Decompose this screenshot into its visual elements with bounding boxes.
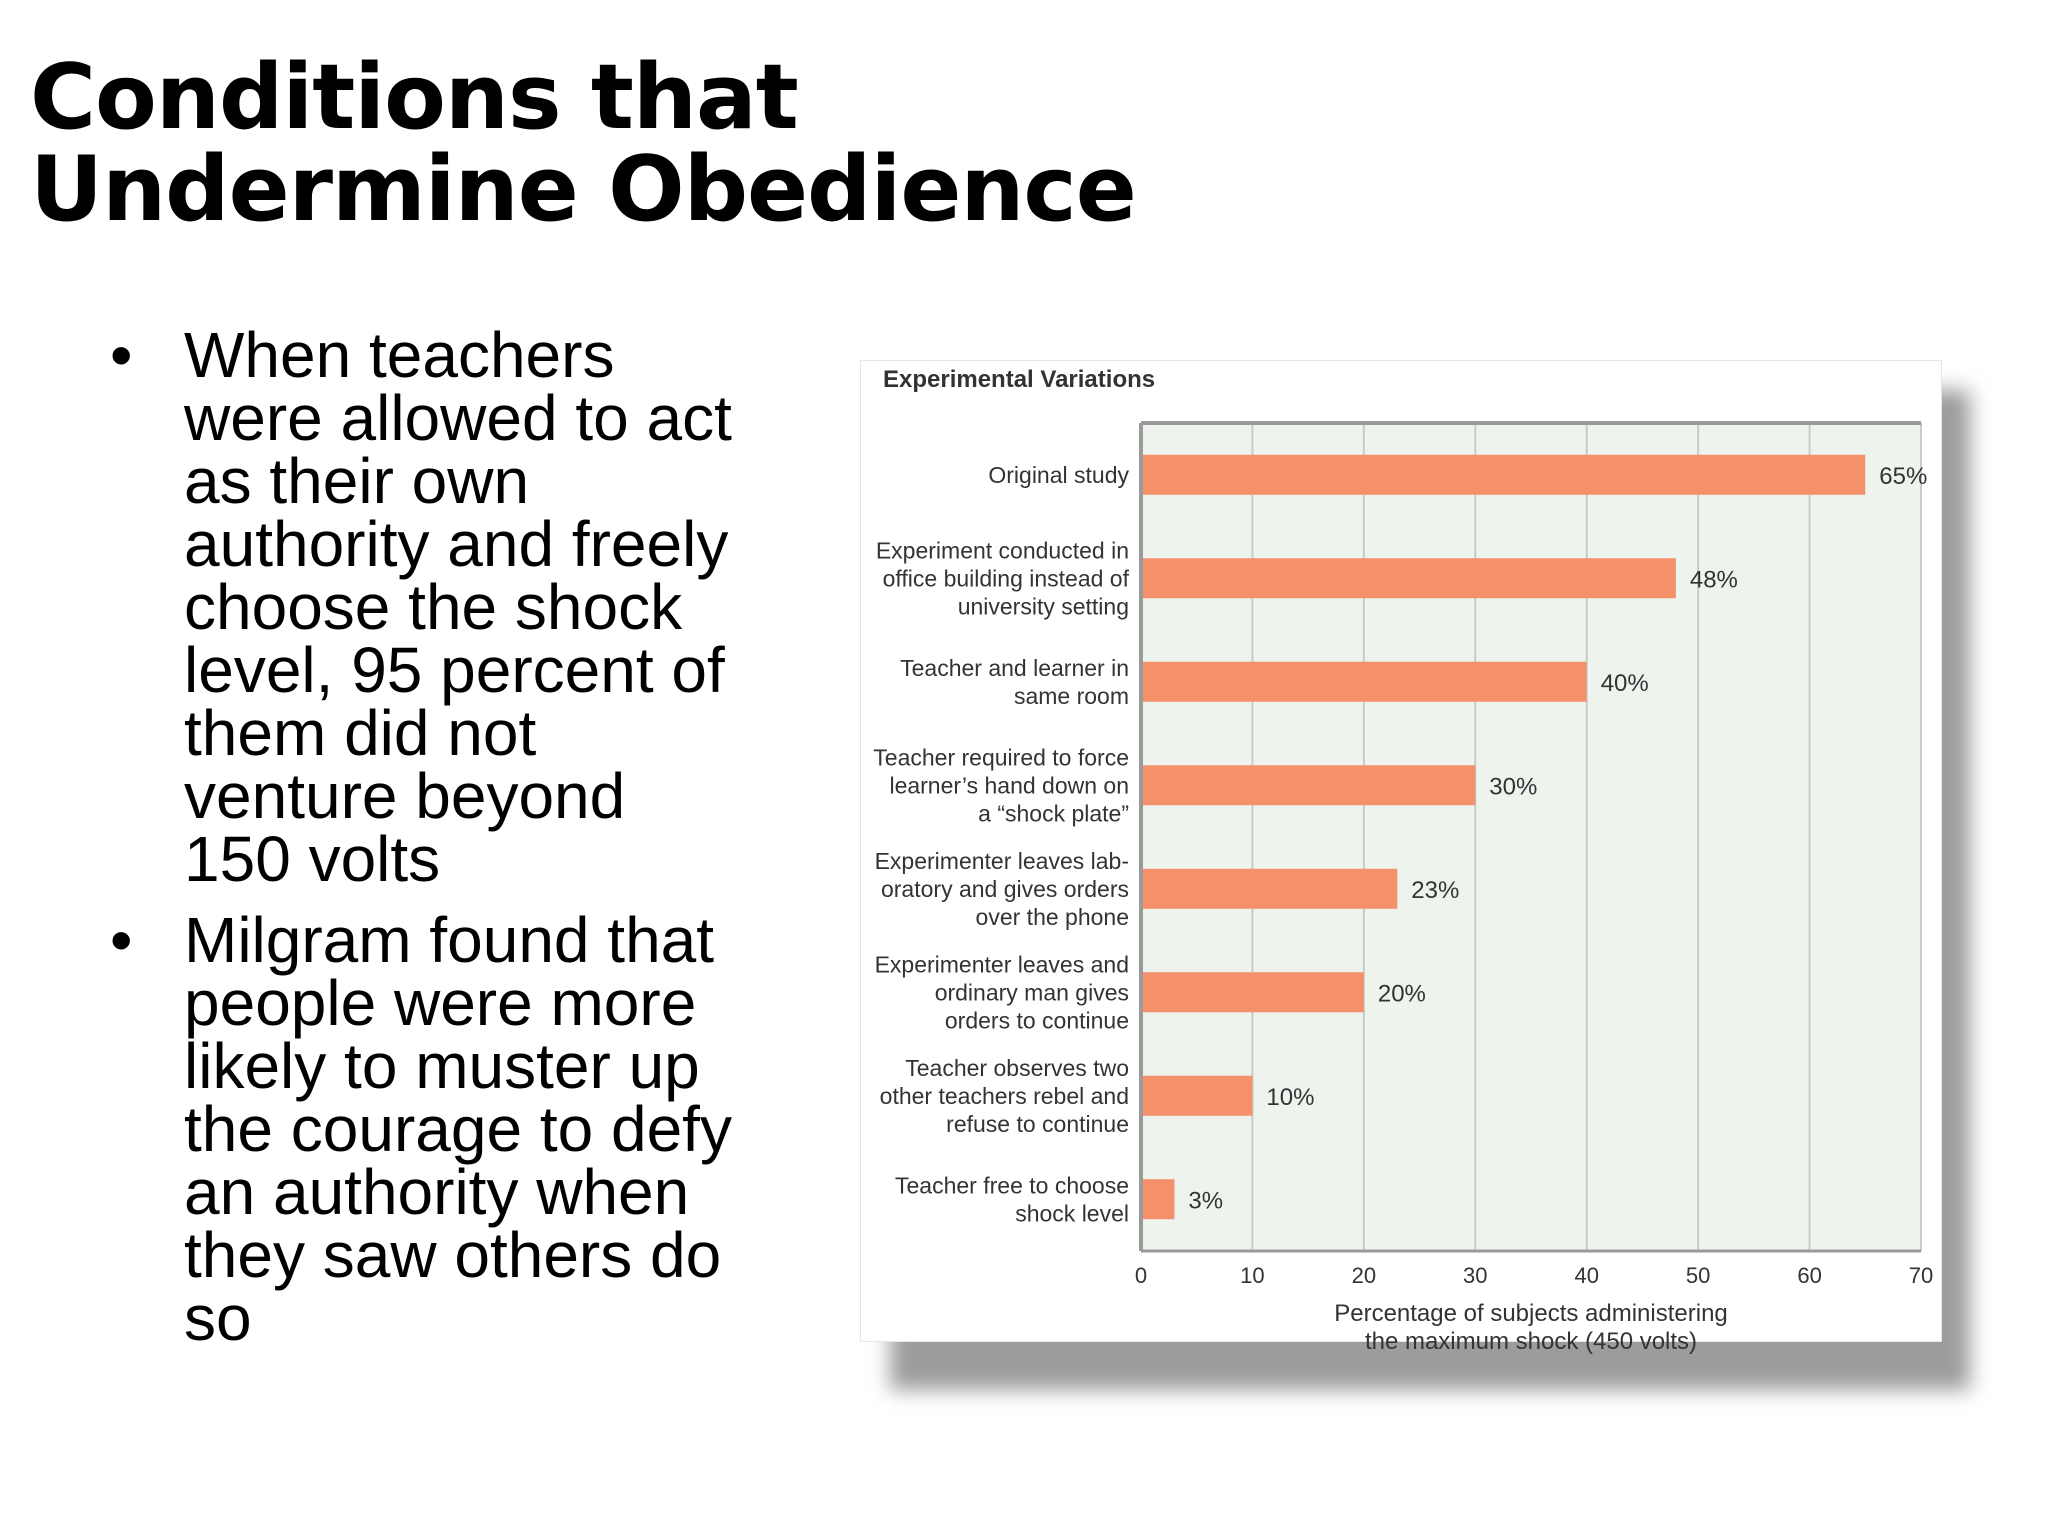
category-label-line: ordinary man gives — [934, 979, 1129, 1006]
x-axis-label-line: Percentage of subjects administering — [1334, 1300, 1728, 1327]
bar — [1143, 558, 1676, 598]
bullet-list — [100, 319, 820, 1368]
x-tick-label: 10 — [1240, 1263, 1265, 1288]
bar — [1143, 869, 1397, 909]
category-label — [875, 848, 1129, 930]
bullet-line: authority and freely — [184, 508, 729, 580]
category-label-line: learner’s hand down on — [889, 772, 1129, 799]
category-label-line: orders to continue — [944, 1007, 1129, 1034]
value-label: 65% — [1879, 462, 1928, 490]
category-label-line: refuse to continue — [946, 1110, 1129, 1137]
bullet-line: likely to muster up — [184, 1030, 700, 1102]
category-label-line: office building instead of — [882, 565, 1129, 592]
chart-frame — [860, 360, 1980, 1360]
x-axis-label-text — [1334, 1300, 1728, 1355]
category-label-line: Experiment conducted in — [875, 537, 1129, 564]
value-label: 48% — [1689, 566, 1738, 594]
x-tick-label: 70 — [1908, 1263, 1934, 1288]
chart-title: Experimental Variations — [883, 366, 1156, 393]
category-label-line: oratory and gives orders — [880, 875, 1129, 902]
category-label — [900, 655, 1129, 709]
chart-panel — [860, 360, 1942, 1355]
category-label-line: Teacher and learner in — [900, 654, 1129, 681]
bar — [1143, 662, 1587, 702]
bullet-line: level, 95 percent of — [184, 634, 725, 706]
bullet-line: were allowed to act — [184, 382, 732, 454]
bullet-line: choose the shock — [184, 571, 683, 643]
bar-chart — [861, 361, 1941, 1355]
bullet-line: they saw others do — [184, 1219, 722, 1291]
category-label-line: Teacher observes two — [905, 1054, 1129, 1081]
x-axis-label — [1334, 1300, 1728, 1355]
x-tick-label: 60 — [1797, 1263, 1822, 1288]
x-tick-label: 50 — [1685, 1263, 1711, 1288]
category-label-line: Teacher free to choose — [895, 1172, 1129, 1199]
plot-area — [1141, 423, 1921, 1251]
bullet-line: 150 volts — [184, 823, 441, 895]
category-label-line: shock level — [1015, 1200, 1129, 1227]
category-label-line: same room — [1013, 682, 1129, 709]
value-label: 10% — [1266, 1083, 1315, 1111]
bullet-line: the courage to defy — [184, 1093, 732, 1165]
category-label-line: a “shock plate” — [978, 800, 1129, 827]
category-label-line: Teacher required to force — [873, 744, 1129, 771]
category-label-line: over the phone — [975, 903, 1129, 930]
bullet-item — [100, 319, 820, 895]
slide-title — [30, 45, 1330, 242]
value-label: 20% — [1377, 980, 1426, 1008]
category-label — [875, 951, 1129, 1033]
category-label-line: Experimenter leaves lab- — [874, 847, 1129, 874]
x-ticks — [1135, 1263, 1933, 1288]
category-label-line: Original study — [988, 461, 1129, 488]
bar — [1143, 765, 1475, 805]
bar — [1143, 1179, 1174, 1219]
bullet-line: an authority when — [184, 1156, 690, 1228]
slide-title-line-2: Undermine Obedience — [30, 137, 1136, 242]
bullet-line: people were more — [184, 967, 697, 1039]
bullet-line: as their own — [184, 445, 530, 517]
category-label-line: Experimenter leaves and — [874, 951, 1129, 978]
x-tick-label: 20 — [1351, 1263, 1377, 1288]
value-label: 40% — [1600, 669, 1649, 697]
value-label: 23% — [1411, 876, 1460, 904]
bar — [1143, 1076, 1252, 1116]
x-tick-label: 0 — [1134, 1263, 1148, 1288]
x-axis-label-line: the maximum shock (450 volts) — [1364, 1328, 1698, 1355]
x-tick-label: 30 — [1463, 1263, 1488, 1288]
category-label — [880, 1055, 1129, 1137]
bullet-line: so — [184, 1282, 252, 1354]
category-label-line: other teachers rebel and — [879, 1082, 1129, 1109]
category-labels — [873, 462, 1129, 1227]
bullet-item — [100, 904, 820, 1354]
slide-title-line-1: Conditions that — [30, 45, 798, 150]
x-tick-label: 40 — [1574, 1263, 1599, 1288]
bullet-dot: • — [110, 904, 133, 976]
category-label — [876, 537, 1130, 619]
bullet-line: When teachers — [184, 319, 615, 391]
category-label — [895, 1172, 1129, 1226]
bullet-line: them did not — [184, 697, 537, 769]
category-label — [873, 744, 1129, 826]
bullet-line: venture beyond — [184, 760, 626, 832]
bar — [1143, 972, 1364, 1012]
value-label: 3% — [1188, 1187, 1224, 1215]
value-label: 30% — [1489, 773, 1538, 801]
bar — [1143, 455, 1865, 495]
plot-background — [1141, 423, 1921, 1251]
bullet-line: Milgram found that — [184, 904, 715, 976]
category-label-line: university setting — [957, 593, 1129, 620]
bullet-dot: • — [110, 319, 133, 391]
category-label — [988, 462, 1129, 488]
